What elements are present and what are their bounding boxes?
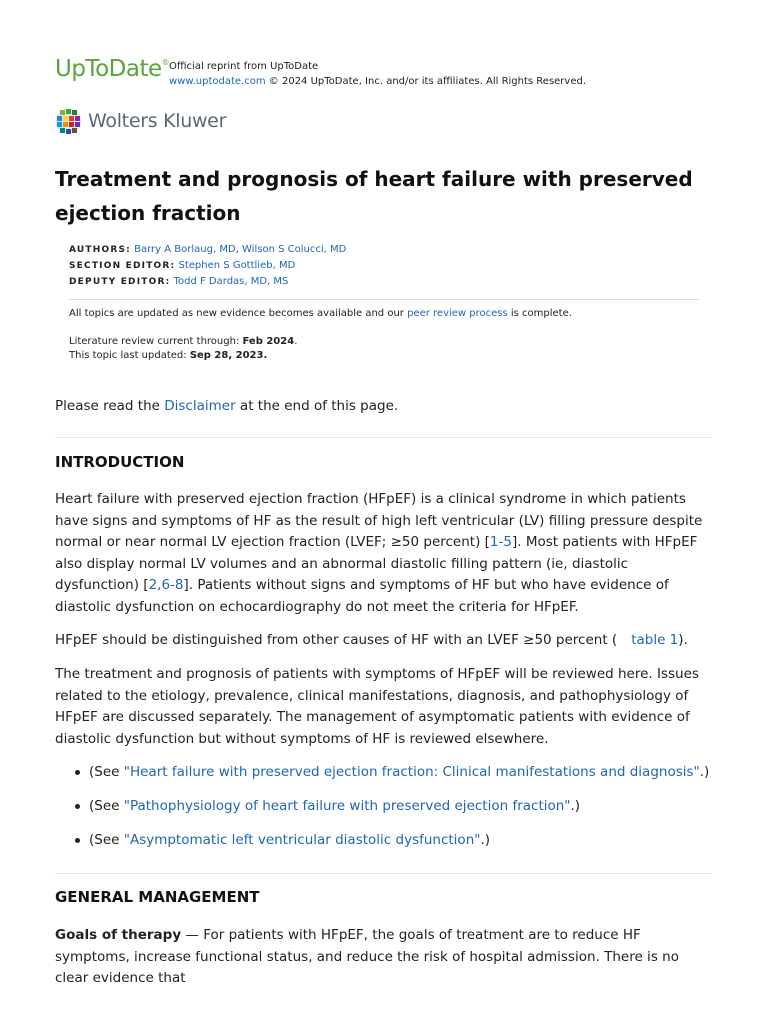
see-suffix: .): [480, 832, 491, 848]
disclaimer-notice: [55, 396, 398, 416]
see-prefix: (See: [89, 764, 124, 780]
disclaimer-link[interactable]: Disclaimer: [164, 398, 236, 414]
literature-review-row: Literature review current through: Feb 2024.: [69, 336, 298, 347]
see-prefix: (See: [89, 832, 124, 848]
section-divider: [55, 437, 712, 438]
wolters-kluwer-text: Wolters Kluwer: [88, 110, 227, 132]
reprint-header: [55, 56, 715, 96]
author-link[interactable]: Barry A Borlaug, MD: [134, 244, 236, 255]
section-editor-label: SECTION EDITOR:: [69, 261, 176, 271]
topic-link[interactable]: "Asymptomatic left ventricular diastolic dysfunction": [123, 832, 481, 848]
goals-text: — For patients with HFpEF, the goals of treatment are to reduce HF symptoms, increase functional status, and reduce the risk of hospital admission. There is no clear evidence that: [55, 927, 679, 986]
author-link[interactable]: Wilson S Colucci, MD: [242, 244, 347, 255]
last-updated-label: This topic last updated:: [69, 350, 190, 361]
reference-link[interactable]: 2,6-8: [148, 577, 184, 593]
see-prefix: (See: [89, 798, 124, 814]
intro-text: ]. Patients without signs and symptoms of HF but who have evidence of diastolic dysfunction on echocardiography do not meet the criteria for HFpEF.: [55, 577, 669, 615]
see-suffix: .): [699, 764, 710, 780]
see-suffix: .): [570, 798, 581, 814]
topic-link[interactable]: "Heart failure with preserved ejection fraction: Clinical manifestations and diagnosis": [123, 764, 700, 780]
intro-text: Heart failure with preserved ejection fraction (HFpEF) is a clinical syndrome in which patients have signs and symptoms of HF as the result of high left ventricular (LV) filling pressure despite normal or near normal LV ejection fraction (LVEF; ≥50 percent) [: [55, 491, 703, 550]
disclaimer-text: Please read the: [55, 398, 165, 414]
section-editor-row: [69, 258, 346, 274]
intro-text: HFpEF should be distinguished from other causes of HF with an LVEF ≥50 percent (: [55, 632, 618, 648]
see-also-list: [75, 762, 715, 864]
intro-text: ).: [678, 632, 688, 648]
authors-label: AUTHORS:: [69, 245, 131, 255]
last-updated-row: This topic last updated: Sep 28, 2023.: [69, 350, 268, 361]
uptodate-logo-text: UpToDate: [55, 56, 162, 82]
goals-paragraph: [55, 925, 715, 990]
wolters-kluwer-logo[interactable]: [55, 108, 255, 136]
intro-paragraph-3: The treatment and prognosis of patients with symptoms of HFpEF will be reviewed here. Issues related to the etiology, prevalence, clinical manifestations, diagnosis, and pathophysiology of HFpEF are discussed separately. The management of asymptomatic patients with evidence of diastolic dysfunction but without symptoms of HF is reviewed elsewhere.: [55, 666, 699, 747]
copyright-text: © 2024 UpToDate, Inc. and/or its affiliates. All Rights Reserved.: [265, 76, 587, 87]
peer-review-note: [69, 307, 709, 321]
reprint-line: Official reprint from UpToDate: [169, 61, 319, 72]
literature-review-label: Literature review current through:: [69, 336, 243, 347]
section-divider: [55, 873, 712, 874]
deputy-editor-label: DEPUTY EDITOR:: [69, 277, 171, 287]
list-item: [75, 762, 715, 783]
reference-link[interactable]: 1-5: [489, 534, 512, 550]
meta-divider: [69, 299, 699, 300]
peer-review-link[interactable]: peer review process: [407, 308, 508, 319]
authors-row: AUTHORS: Barry A Borlaug, MD, Wilson S Colucci, MD: [69, 244, 347, 255]
note-text: All topics are updated as new evidence becomes available and our: [69, 308, 408, 319]
deputy-editor-row: [69, 274, 346, 290]
last-updated-date: Sep 28, 2023: [189, 350, 264, 361]
uptodate-logo[interactable]: [55, 56, 169, 82]
disclaimer-text-end: at the end of this page.: [235, 398, 399, 414]
table-1-link[interactable]: table 1: [631, 632, 679, 648]
article-contributors: [69, 242, 346, 290]
deputy-editor-link[interactable]: Todd F Dardas, MD, MS: [173, 276, 289, 287]
article-title: Treatment and prognosis of heart failure with preserved ejection fraction: [55, 167, 693, 225]
copyright-line: [169, 74, 586, 89]
reprint-notice: [169, 59, 586, 89]
uptodate-site-link[interactable]: www.uptodate.com: [169, 76, 266, 87]
list-item: [75, 830, 715, 851]
note-text-end: is complete.: [507, 308, 572, 319]
intro-paragraph-2: [55, 630, 715, 652]
review-dates: [69, 335, 297, 363]
section-editor-link[interactable]: Stephen S Gottlieb, MD: [178, 260, 296, 271]
goals-label: Goals of therapy: [55, 927, 182, 943]
general-management-heading: GENERAL MANAGEMENT: [55, 888, 260, 906]
introduction-heading: INTRODUCTION: [55, 453, 185, 471]
wolters-kluwer-mark-icon: [55, 108, 82, 135]
registered-mark: ®: [161, 58, 170, 67]
list-item: [75, 796, 715, 817]
intro-text: ]. Most patients with HFpEF also display normal LV volumes and an abnormal diastolic filling pattern (ie, diastolic dysfunction) [: [55, 534, 698, 593]
topic-link[interactable]: "Pathophysiology of heart failure with preserved ejection fraction": [123, 798, 571, 814]
literature-review-date: Feb 2024: [242, 336, 295, 347]
intro-paragraph-1: [55, 489, 715, 618]
